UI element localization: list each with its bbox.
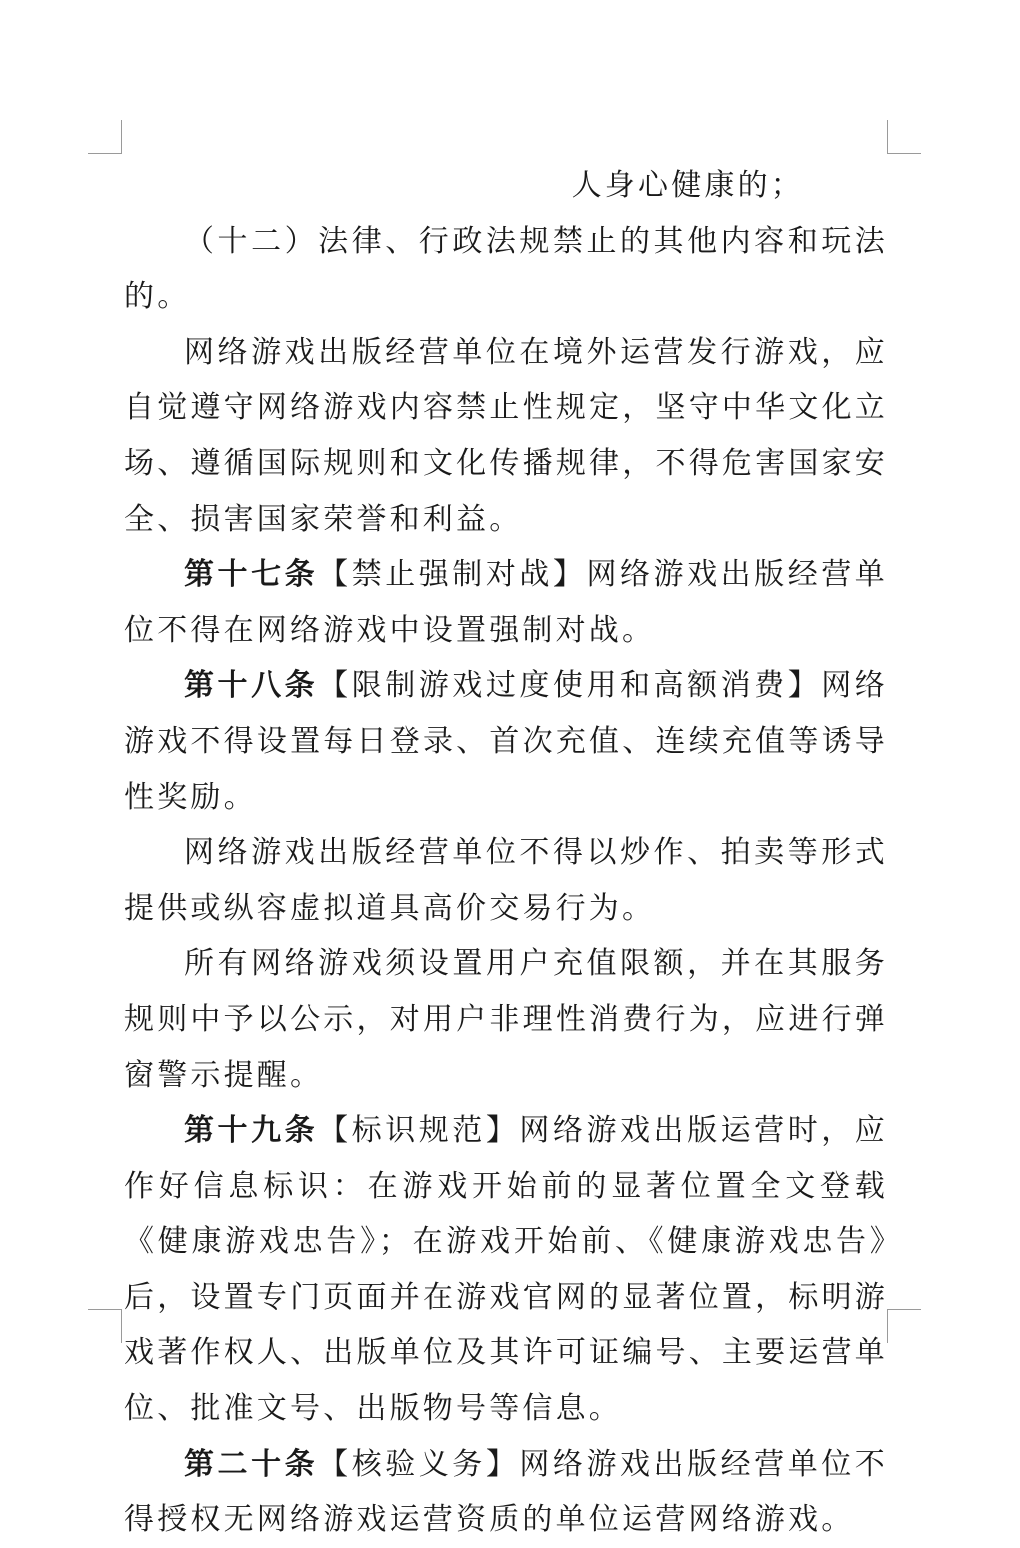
- overseas-operation-paragraph: [124, 325, 888, 547]
- paragraph-text: 【核验义务】网络游戏出版经营单位不得授权无网络游戏运营资质的单位运营网络游戏。: [124, 1446, 888, 1538]
- article-19-paragraph: [124, 1103, 888, 1437]
- article-18-paragraph: [124, 658, 888, 825]
- paragraph-text: （十二）法律、行政法规禁止的其他内容和玩法的。: [124, 223, 888, 315]
- paragraph-text: 【禁止强制对战】网络游戏出版经营单位不得在网络游戏中设置强制对战。: [124, 557, 888, 648]
- clause-12-paragraph: [124, 214, 888, 325]
- paragraph-text: 网络游戏出版经营单位不得以炒作、拍卖等形式提供或纵容虚拟道具高价交易行为。: [124, 835, 888, 926]
- document-body: [124, 158, 888, 1548]
- crop-mark-bottom-left-h: [88, 1309, 122, 1310]
- paragraph-text: 所有网络游戏须设置用户充值限额，并在其服务规则中予以公示，对用户非理性消费行为，应进行弹窗警示提醒。: [124, 946, 888, 1093]
- crop-mark-bottom-right-h: [887, 1309, 921, 1310]
- paragraph-text: 【标识规范】网络游戏出版运营时，应作好信息标识：在游戏开始前的显著位置全文登载《健康游戏忠告》；在游戏开始前、《健康游戏忠告》后，设置专门页面并在游戏官网的显著位置，标明游戏著作权人、出版单位及其许可证编号、主要运营单位、批准文号、出版物号等信息。: [124, 1113, 888, 1427]
- paragraph-text: 网络游戏出版经营单位在境外运营发行游戏，应自觉遵守网络游戏内容禁止性规定，坚守中华文化立场、遵循国际规则和文化传播规律，不得危害国家安全、损害国家荣誉和利益。: [124, 334, 888, 537]
- crop-mark-top-left-h: [88, 153, 122, 154]
- article-number: 第十七条: [184, 557, 319, 593]
- article-17-paragraph: [124, 547, 888, 658]
- article-number: 第十九条: [184, 1113, 319, 1149]
- virtual-items-paragraph: [124, 825, 888, 936]
- article-20-paragraph: [124, 1437, 888, 1548]
- paragraph-text: 【限制游戏过度使用和高额消费】网络游戏不得设置每日登录、首次充值、连续充值等诱导性奖励。: [124, 668, 888, 815]
- crop-mark-top-left-v: [121, 120, 122, 154]
- crop-mark-bottom-left-v: [121, 1309, 122, 1343]
- article-number: 第二十条: [184, 1446, 319, 1482]
- continuation-line: [124, 158, 888, 214]
- recharge-limit-paragraph: [124, 936, 888, 1103]
- article-number: 第十八条: [184, 668, 319, 704]
- crop-mark-top-right-h: [887, 153, 921, 154]
- paragraph-text: 人身心健康的；: [571, 168, 804, 203]
- crop-mark-top-right-v: [887, 120, 888, 154]
